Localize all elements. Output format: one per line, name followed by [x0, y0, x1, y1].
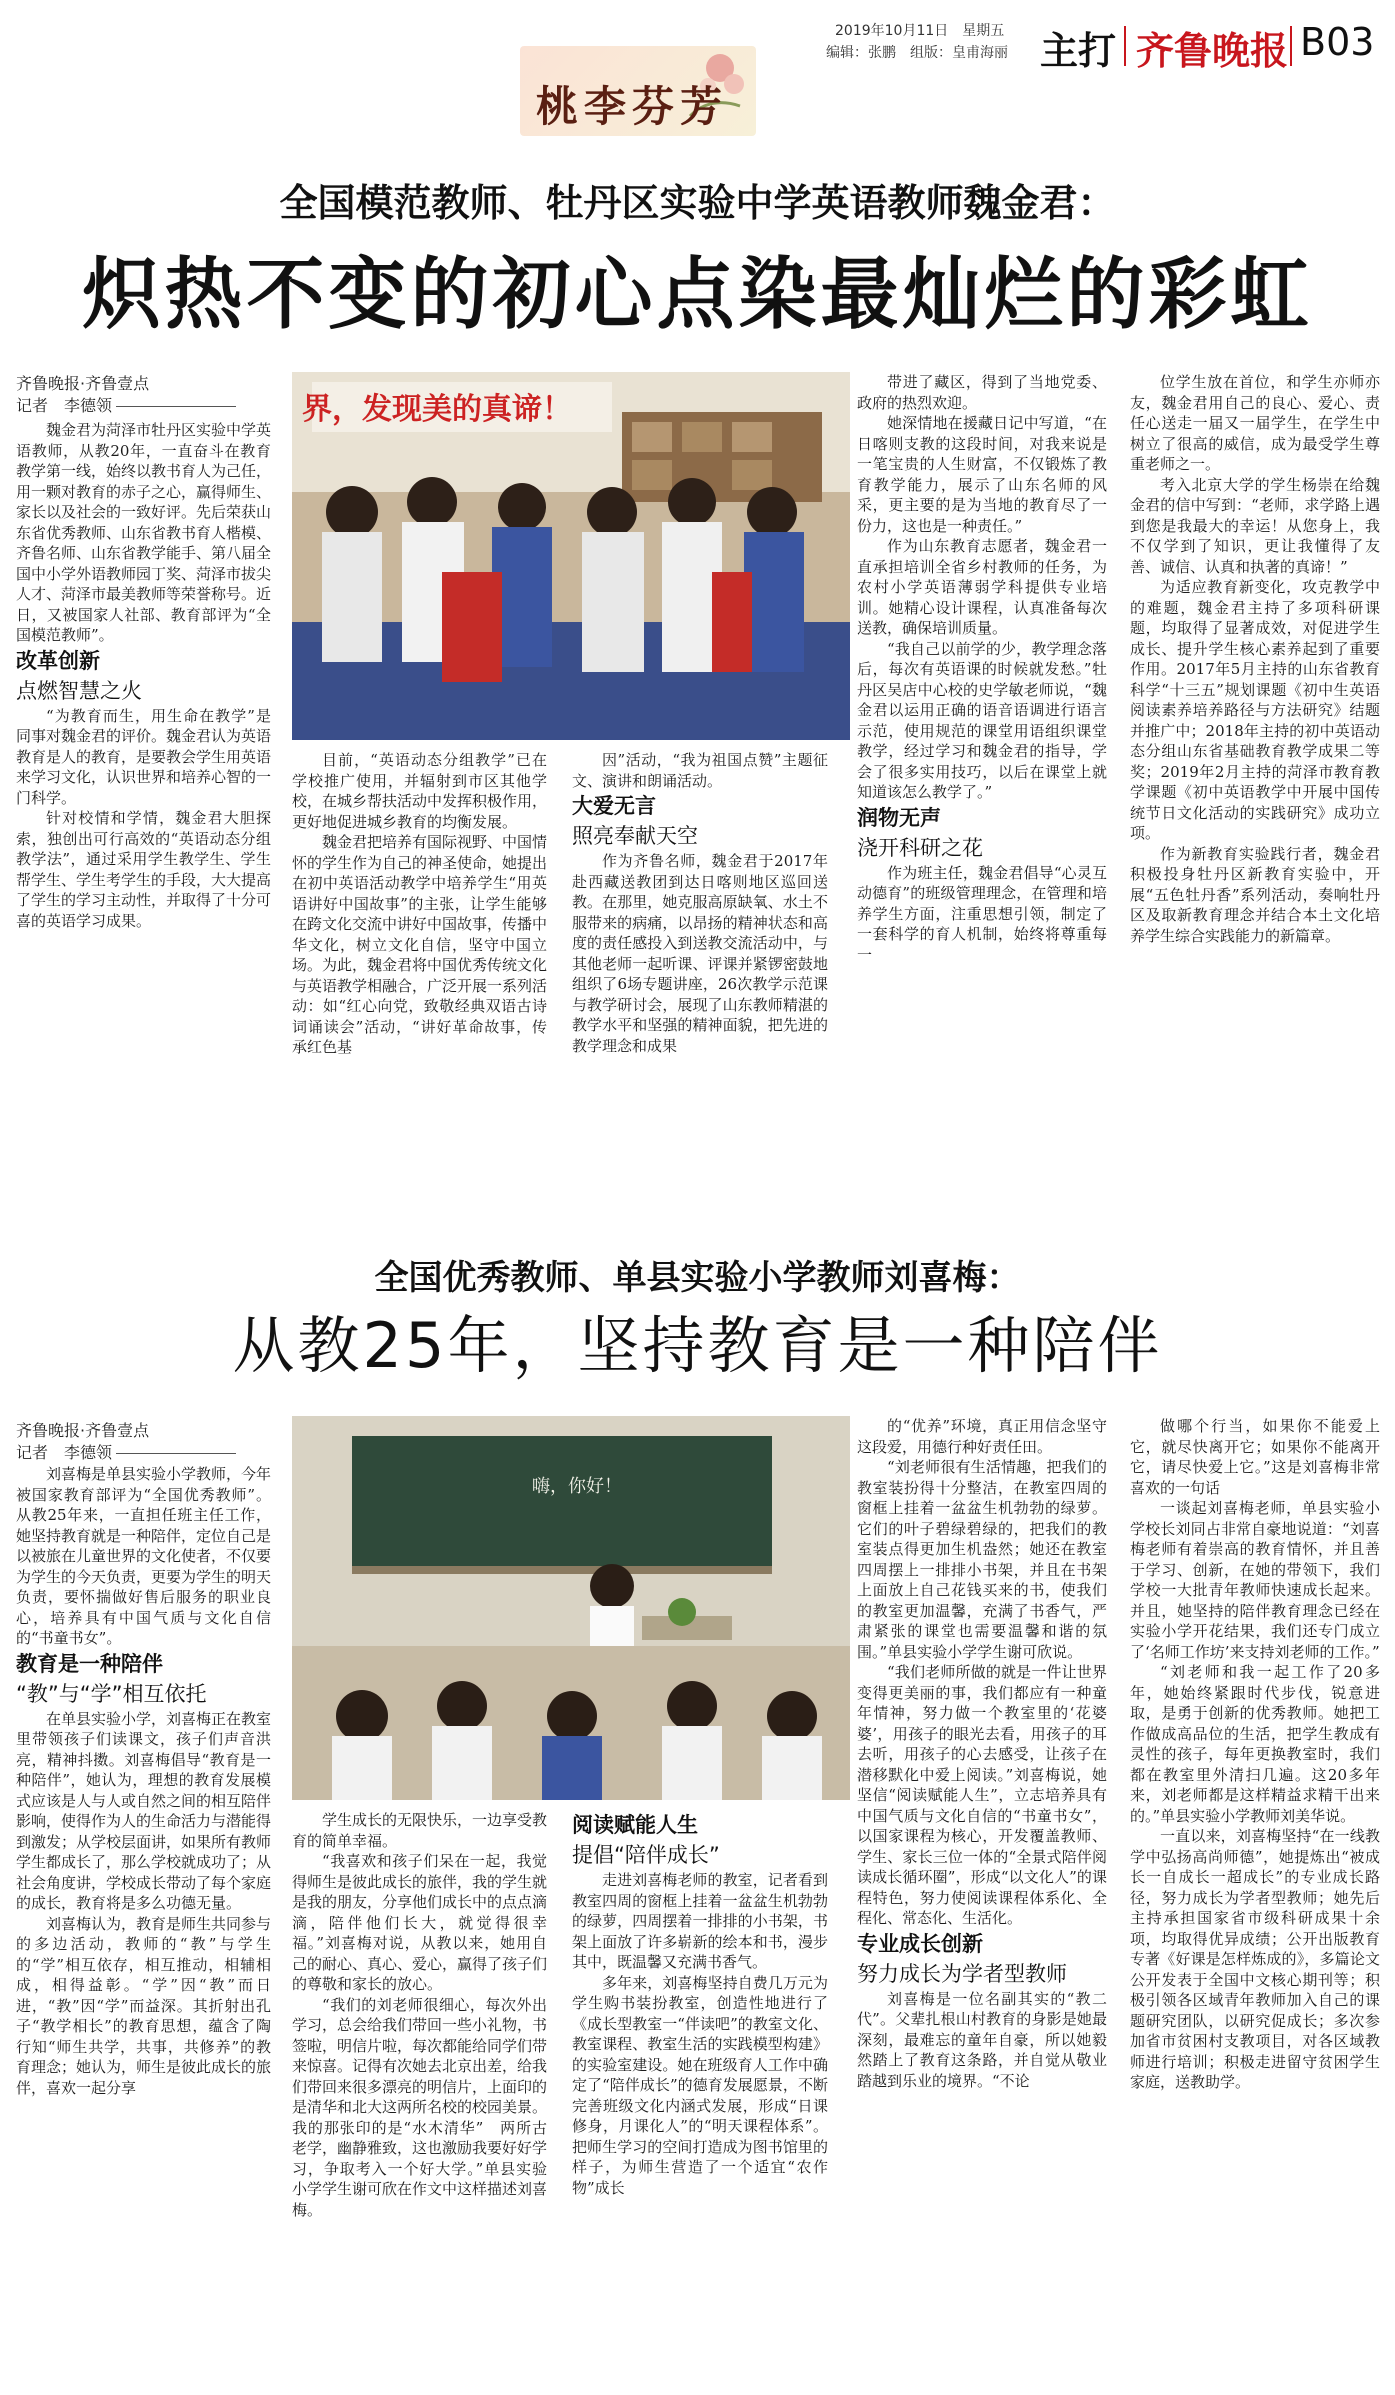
article2-column-2 — [292, 1810, 547, 2220]
paragraph: 在单县实验小学，刘喜梅正在教室里带领孩子们读课文，孩子们声音洪亮，精神抖擞。刘喜梅倡导“教育是一种陪伴”，她认为，理想的教育发展模式应该是人与人或自然之间的相互陪伴影响，使得作为人的生命活力与潜能得到激发；从学校层面讲，如果所有教师学生都成长了，那么学校就成功了；从社会角度讲，学校成长带动了每个家庭的成长，教育将是多么功德无量。 — [16, 1709, 272, 1912]
article1-reporter-line — [16, 395, 266, 417]
paragraph: 为适应教育新变化，攻克教学中的难题，魏金君主持了多项科研课题，均取得了显著成效，对促进学生成长、提升学生核心素养起到了重要作用。2017年5月主持的山东省教育科学“十三五”规划课题《初中生英语阅读素养培养路径与方法研究》结题并推广中；2018年主持的初中英语动态分组山东省基础教育教学成果二等奖；2019年2月主持的菏泽市教育教学课题《初中英语教学中开展中国传统节日文化活动的实践研究》成功立项。 — [1130, 578, 1380, 842]
header-date: 2019年10月11日 星期五 — [835, 23, 1005, 39]
article1-column-1 — [16, 420, 271, 931]
paragraph: “我喜欢和孩子们呆在一起，我觉得师生是彼此成长的旅伴，我的学生就是我的朋友，分享他们成长中的点点滴滴，陪伴他们长大，就觉得很幸福。”刘喜梅对说，从教以来，她用自己的耐心、真心、爱心，赢得了孩子们的尊敬和家长的放心。 — [292, 1852, 548, 1993]
paragraph: 学生成长的无限快乐，一边享受教育的简单幸福。 — [292, 1811, 548, 1850]
article1-reporter: 记者 李德领 — [16, 396, 113, 415]
paragraph: 位学生放在首位，和学生亦师亦友，魏金君用自己的良心、爱心、责任心送走一届又一届学生，在学生中树立了很高的威信，成为最受学生尊重老师之一。 — [1130, 373, 1380, 473]
paragraph: 魏金君为菏泽市牡丹区实验中学英语教师，从教20年，一直奋斗在教育教学第一线，始终以教书育人为己任，用一颗对教育的赤子之心，赢得师生、家长以及社会的一致好评。先后荣获山东省优秀教师、山东省教书育人楷模、齐鲁名师、山东省教学能手、第八届全国中小学外语教师园丁奖、菏泽市拔尖人才、菏泽市最美教师等荣誉称号。近日，又被国家人社部、教育部评为“全国模范教师”。 — [16, 421, 272, 644]
article2-reporter: 记者 李德领 — [16, 1443, 113, 1462]
article2-column-1 — [16, 1464, 271, 2098]
paragraph: 她深情地在援藏日记中写道，“在日喀则支教的这段时间，对我来说是一笔宝贵的人生财富，不仅锻炼了教育教学能力，展示了山东名师的风采，更主要的是为当地的教育尽了一份力，这也是一种责任。” — [857, 414, 1107, 535]
brand-logo: 齐鲁晚报 — [1136, 28, 1289, 73]
article1-source: 齐鲁晚报·齐鲁壹点 — [16, 374, 150, 393]
subhead: 改革创新 — [16, 648, 100, 673]
section-logo-text: 桃李芬芳 — [536, 82, 729, 131]
paragraph: 刘喜梅认为，教育是师生共同参与的多边活动，教师的“教”与学生的“学”相互依存，相互推动，相辅相成，相得益彰。“学”因“教”而日进，“教”因“学”而益深。其折射出孔子“教学相长”的教育思想，蕴含了陶行知“师生共学，共事，共修养”的教育理念；她认为，师生是彼此成长的旅伴，喜欢一起分享 — [16, 1914, 272, 2097]
header-divider — [1124, 26, 1126, 66]
subhead-2: 照亮奉献天空 — [572, 824, 698, 848]
paragraph: 魏金君把培养有国际视野、中国情怀的学生作为自己的神圣使命，她提出在初中英语活动教学中培养学生“用英语讲好中国故事”的主张，让学生能够在跨文化交流中讲好中国故事，传播中华文化，树立文化自信，坚守中国立场。为此，魏金君将中国优秀传统文化与英语教学相融合，广泛开展一系列活动：如“红心向党，致敬经典双语古诗词诵读会”活动，“讲好革命故事，传承红色基 — [292, 833, 548, 1056]
paragraph: 针对校情和学情，魏金君大胆探索，独创出可行高效的“英语动态分组教学法”，通过采用学生教学生、学生帮学生、学生考学生的手段，大大提高了学生的学习主动性，并取得了十分可喜的英语学习成果。 — [16, 809, 272, 930]
subhead-2: 努力成长为学者型教师 — [857, 1961, 1067, 1986]
subhead: 教育是一种陪伴 — [16, 1651, 163, 1676]
paragraph: 考入北京大学的学生杨崇在给魏金君的信中写到：“老师，求学路上遇到您是我最大的幸运！从您身上，我不仅学到了知识，更让我懂得了友善、诚信、认真和执著的真谛！” — [1130, 475, 1380, 576]
article1-column-2 — [292, 750, 547, 1058]
paragraph: 作为班主任，魏金君倡导“心灵互动德育”的班级管理理念，在管理和培养学生方面，注重思想引领，制定了一套科学的育人机制，始终将尊重每一 — [857, 863, 1107, 964]
subhead: 润物无声 — [857, 805, 941, 830]
article2-photo — [292, 1416, 850, 1800]
section-logo — [520, 46, 756, 136]
subhead-2: 浇开科研之花 — [857, 835, 983, 860]
paragraph: 刘喜梅是单县实验小学教师，今年被国家教育部评为“全国优秀教师”。从教25年来，一直担任班主任工作，她坚持教育就是一种陪伴，定位自己是以被旅在儿童世界的文化使者，不仅要为学生的今天负责，更要为学生的明天负责，要怀揣做好售后服务的职业良心，培养具有中国气质与文化自信的“书童书女”。 — [16, 1465, 272, 1647]
article1-column-4 — [857, 372, 1107, 965]
subhead: 专业成长创新 — [857, 1931, 983, 1956]
header-editors: 编辑：张鹏 组版：皇甫海丽 — [826, 45, 1008, 61]
article2-column-5 — [1130, 1416, 1380, 2093]
article2-pre-title: 全国优秀教师、单县实验小学教师刘喜梅： — [374, 1258, 1021, 1298]
page-number: B03 — [1300, 20, 1375, 64]
article1-photo — [292, 372, 850, 740]
subhead-2: “教”与“学”相互依托 — [16, 1681, 207, 1706]
paragraph: 目前，“英语动态分组教学”已在学校推广使用，并辐射到市区其他学校，在城乡帮扶活动中发挥积极作用，更好地促进城乡教育的均衡发展。 — [292, 751, 548, 831]
paragraph: 走进刘喜梅老师的教室，记者看到教室四周的窗框上挂着一盆盆生机勃勃的绿萝，四周摆着一排排的小书架，书架上面放了许多崭新的绘本和书，漫步其中，既温馨又充满书香气。 — [572, 1871, 828, 1971]
paragraph: 做哪个行当，如果你不能爱上它，就尽快离开它；如果你不能离开它，请尽快爱上它。”这是刘喜梅非常喜欢的一句话 — [1130, 1417, 1380, 1497]
paragraph: 因”活动，“我为祖国点赞”主题征文、演讲和朗诵活动。 — [572, 751, 828, 790]
blackboard-text: 嗨，你好！ — [532, 1476, 622, 1497]
article2-title: 从教25年，坚持教育是一种陪伴 — [232, 1309, 1163, 1382]
article2-column-3 — [572, 1810, 828, 2198]
header-divider-2 — [1290, 26, 1292, 66]
paragraph: 作为山东教育志愿者，魏金君一直承担培训全省乡村教师的任务，为农村小学英语薄弱学科提供专业培训。她精心设计课程，认真准备每次送教，确保培训质量。 — [857, 537, 1107, 637]
article1-title: 炽热不变的初心点染最灿烂的彩虹 — [82, 250, 1313, 340]
article2-source: 齐鲁晚报·齐鲁壹点 — [16, 1421, 150, 1440]
paragraph: 带进了藏区，得到了当地党委、政府的热烈欢迎。 — [857, 373, 1107, 412]
article1-pre-title: 全国模范教师、牡丹区实验中学英语教师魏金君： — [279, 181, 1116, 225]
section-name: 主打 — [1040, 29, 1117, 73]
paragraph: “刘老师很有生活情趣，把我们的教室装扮得十分整洁，在教室四周的窗框上挂着一盆盆生机勃勃的绿萝。它们的叶子碧绿碧绿的，把我们的教室装点得更加生机盎然；她还在教室四周摆上一排排小书架，并且在书架上面放上自己花钱买来的书，使我们的教室更加温馨，充满了书香气，严肃紧张的课堂也需要温馨和谐的氛围。”单县实验小学学生谢可欣说。 — [857, 1458, 1107, 1661]
paragraph: 作为新教育实验践行者，魏金君积极投身牡丹区新教育实验中，开展“五色牡丹香”系列活动，奏响牡丹区及取新教育理念并结合本土文化培养学生综合实践能力的新篇章。 — [1130, 844, 1380, 945]
paragraph: “刘老师和我一起工作了20多年，她始终紧跟时代步伐，锐意进取，是勇于创新的优秀教师。她把工作做成高品位的生活，把学生教成有灵性的孩子，每年更换教室时，我们都在教室里外清扫几遍。这20多年来，刘老师都是这样精益求精干出来的。”单县实验小学教师刘美华说。 — [1130, 1663, 1380, 1825]
article2-column-4 — [857, 1416, 1107, 2091]
paragraph: 一谈起刘喜梅老师，单县实验小学校长刘同占非常自豪地说道：“刘喜梅老师有着崇高的教育情怀，并且善于学习、创新，在她的带领下，我们学校一大批青年教师快速成长起来。并且，她坚持的陪伴教育理念已经在实验小学开花结果，我们还专门成立了‘名师工作坊’来支持刘老师的工作。” — [1130, 1499, 1380, 1661]
paragraph: 刘喜梅是一位名副其实的“教二代”。父辈扎根山村教育的身影是她最深刻，最难忘的童年自豪，所以她毅然踏上了教育这条路，并自觉从敬业踏越到乐业的境界。“不论 — [857, 1989, 1107, 2090]
subhead: 阅读赋能人生 — [572, 1813, 698, 1837]
paragraph: “我们老师所做的就是一件让世界变得更美丽的事，我们都应有一种童年情神，努力做一个教室里的‘花婆婆’，用孩子的眼光去看，用孩子的耳去听，用孩子的心去感受，让孩子在潜移默化中爱上阅读。”刘喜梅说，她坚信“阅读赋能人生”，立志培养具有中国气质与文化自信的“书童书女”，以国家课程为核心，开发覆盖教师、学生、家长三位一体的“全景式陪伴阅读成长循环圈”，形成“以文化人”的课程特色，努力使阅读课程体系化、全程化、常态化、生活化。 — [857, 1663, 1107, 1927]
paragraph: “为教育而生，用生命在教学”是同事对魏金君的评价。魏金君认为英语教育是人的教育，是要教会学生用英语来学习文化，认识世界和培养心智的一门科学。 — [16, 706, 272, 807]
paragraph: “我自己以前学的少，教学理念落后，每次有英语课的时候就发愁。”牡丹区吴店中心校的史学敏老师说，“魏金君以运用正确的语音语调进行语言示范，使用规范的课堂用语组织课堂教学，经过学习和魏金君的指导，学会了很多实用技巧，以后在课堂上就知道该怎么教学了。” — [857, 639, 1107, 801]
subhead: 大爱无言 — [572, 794, 656, 818]
subhead-2: 点燃智慧之火 — [16, 678, 142, 703]
paragraph: 一直以来，刘喜梅坚持“在一线教学中弘扬高尚师德”，她提炼出“被成长一自成长一超成长”的专业成长路径，努力成长为学者型教师；她先后主持承担国家省市级科研成果十余项，均取得优异成绩；公开出版教育专著《好课是怎样炼成的》，多篇论文公开发表于全国中文核心期刊等；积极引领各区域青年教师加入自己的课题研究团队，以研究促成长；多次参加省市贫困村支教项目，对各区域教师进行培训；积极走进留守贫困学生家庭，送教助学。 — [1130, 1827, 1380, 2091]
article1-column-5 — [1130, 372, 1380, 946]
paragraph: “我们的刘老师很细心，每次外出学习，总会给我们带回一些小礼物，书签啦，明信片啦，每次都能给同学们带来惊喜。记得有次她去北京出差，给我们带回来很多漂亮的明信片，上面印的是清华和北大这两所名校的校园美景。我的那张印的是“水木清华” 两所古老学，幽静雅致，这也激励我要好好学习，争取考入一个好大学。”单县实验小学学生谢可欣在作文中这样描述刘喜梅。 — [292, 1995, 548, 2219]
paragraph: 作为齐鲁名师，魏金君于2017年赴西藏送教团到达日喀则地区巡回送教。在那里，她克服高原缺氧、水土不服带来的病痛，以昂扬的精神状态和高度的责任感投入到送教交流活动中，与其他老师一起听课、评课并紧锣密鼓地组织了6场专题讲座，26次教学示范课与教学研讨会，展现了山东教师精湛的教学水平和坚强的精神面貌，把先进的教学理念和成果 — [572, 852, 828, 1055]
article1-byline — [16, 373, 266, 417]
paragraph: 的“优养”环境，真正用信念坚守这段爱，用德行种好责任田。 — [857, 1417, 1107, 1456]
article1-column-3 — [572, 750, 828, 1056]
article2-byline — [16, 1420, 266, 1464]
subhead-2: 提倡“陪伴成长” — [572, 1843, 720, 1867]
article1-photo-banner: 界，发现美的真谛！ — [302, 392, 572, 427]
article2-reporter-line — [16, 1442, 266, 1464]
paragraph: 多年来，刘喜梅坚持自费几万元为学生购书装扮教室，创造性地进行了《成长型教室一“伴读吧”的教室文化、教室课程、教室生活的实践模型构建》的实验室建设。她在班级育人工作中确定了“陪伴成长”的德育发展愿景，不断完善班级文化内涵式发展，形成“日课修身，月课化人”的“明天课程体系”。把师生学习的空间打造成为图书馆里的样子，为师生营造了一个适宜“农作物”成长 — [572, 1973, 828, 2197]
